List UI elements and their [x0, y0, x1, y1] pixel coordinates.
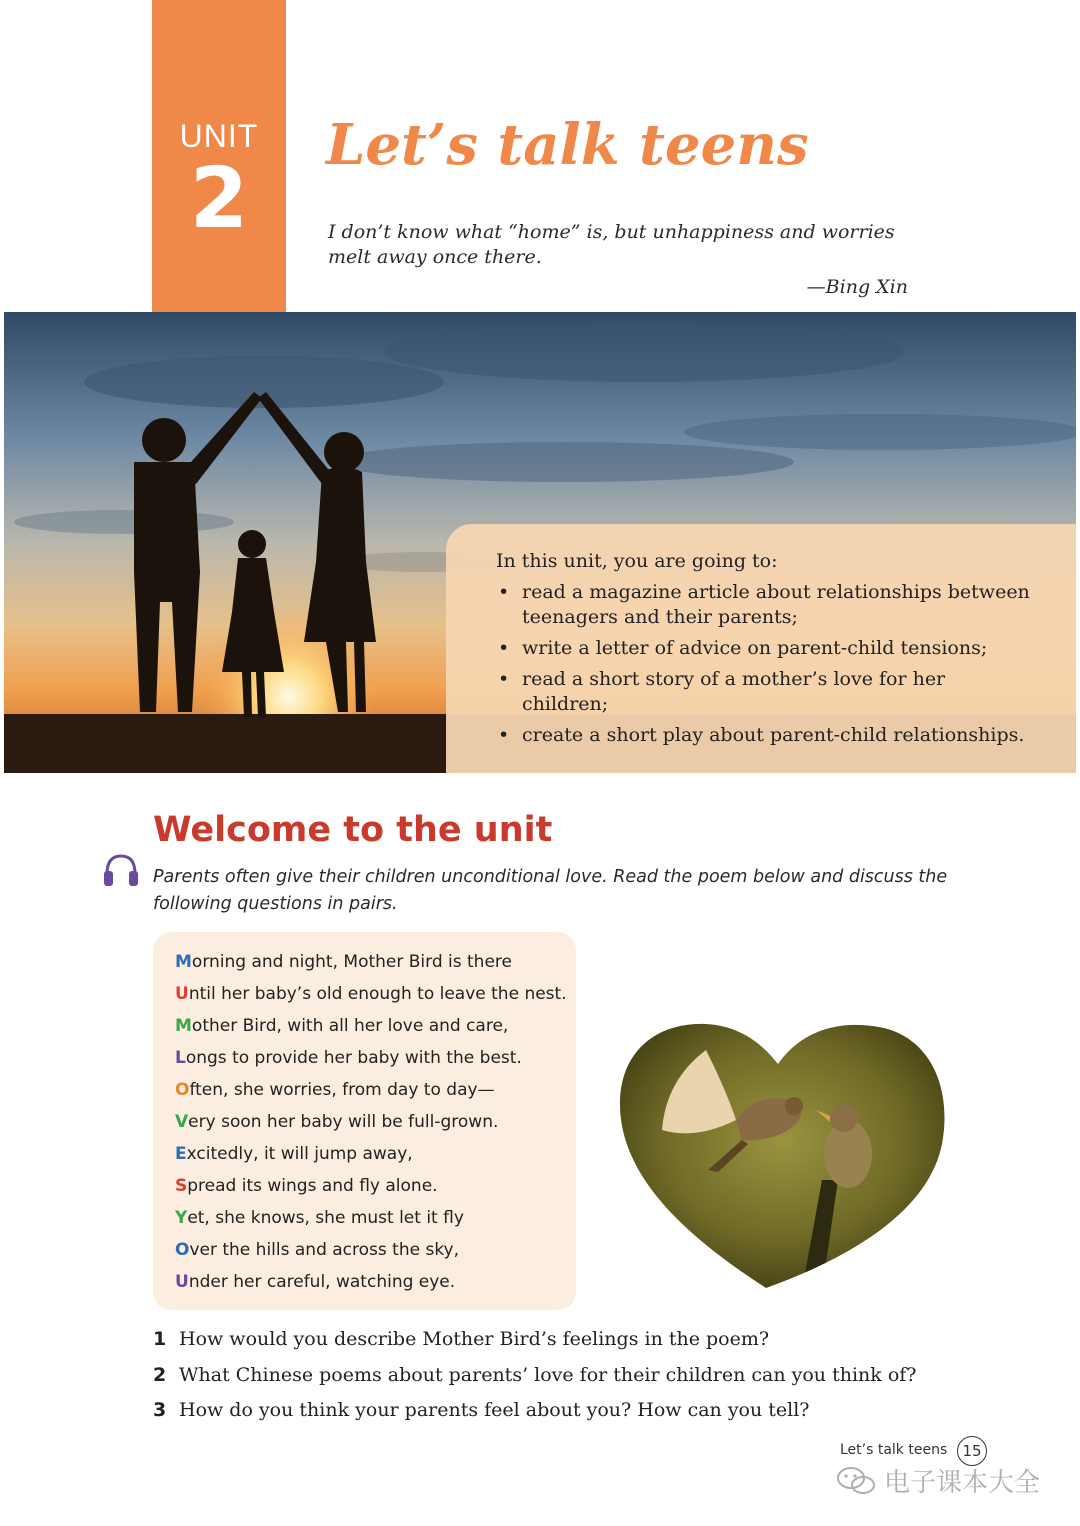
bullet-icon: • — [498, 668, 510, 690]
page-number: 15 — [957, 1436, 987, 1466]
list-item — [496, 667, 1036, 717]
birds-heart-photo — [616, 1020, 950, 1294]
poem-line — [175, 1074, 576, 1106]
poem-line — [175, 1202, 576, 1234]
question-number: 1 — [153, 1328, 167, 1350]
wechat-icon — [836, 1465, 876, 1497]
poem-line — [175, 1106, 576, 1138]
poem-initial: S — [175, 1176, 188, 1196]
poem-line — [175, 1010, 576, 1042]
bullet-icon: • — [498, 637, 510, 659]
poem-line-text: ery soon her baby will be full-grown. — [188, 1112, 499, 1132]
poem-line — [175, 1138, 576, 1170]
poem-line — [175, 1170, 576, 1202]
poem-line-text: xcitedly, it will jump away, — [186, 1144, 413, 1164]
poem-line-text: ongs to provide her baby with the best. — [185, 1048, 522, 1068]
question-number: 2 — [153, 1363, 167, 1386]
objective-text: read a short story of a mother’s love for her children; — [522, 668, 946, 715]
bullet-icon: • — [498, 581, 510, 603]
poem-line-text: et, she knows, she must let it fly — [187, 1208, 464, 1228]
poem-box — [153, 932, 576, 1310]
poem-initial: U — [175, 984, 189, 1004]
question-text: How do you think your parents feel about you? How can you tell? — [179, 1399, 810, 1421]
poem-initial: E — [175, 1144, 187, 1164]
unit-tab — [152, 0, 286, 312]
objective-text: create a short play about parent-child relationships. — [522, 724, 1025, 746]
unit-label: UNIT — [179, 118, 259, 154]
poem-line-text: other Bird, with all her love and care, — [191, 1016, 509, 1036]
poem-initial: M — [175, 1016, 192, 1036]
poem-initial: U — [175, 1272, 189, 1292]
objective-text: write a letter of advice on parent-child tensions; — [522, 637, 988, 659]
activity-instruction: Parents often give their children unconditional love. Read the poem below and discuss the following questions in pairs. — [153, 867, 948, 914]
section-heading: Welcome to the unit — [153, 810, 553, 850]
poem-line-text: pread its wings and fly alone. — [187, 1176, 438, 1196]
poem-initial: L — [175, 1048, 186, 1068]
unit-objectives-panel — [446, 524, 1076, 773]
poem-initial: Y — [175, 1208, 188, 1228]
watermark-text: 电子课本大全 — [884, 1468, 1041, 1498]
poem-initial: O — [175, 1240, 190, 1260]
running-title: Let’s talk teens — [840, 1442, 948, 1458]
poem-line-text: orning and night, Mother Bird is there — [191, 952, 512, 972]
poem-line — [175, 946, 576, 978]
bullet-icon: • — [498, 724, 510, 746]
poem-initial: M — [175, 952, 192, 972]
question-text: How would you describe Mother Bird’s feelings in the poem? — [179, 1328, 770, 1350]
poem-initial: V — [175, 1112, 189, 1132]
question-text: What Chinese poems about parents’ love for their children can you think of? — [179, 1363, 917, 1386]
watermark — [836, 1462, 1040, 1499]
poem-line — [175, 1234, 576, 1266]
objectives-intro: In this unit, you are going to: — [496, 550, 778, 572]
unit-title: Let’s talk teens — [326, 112, 809, 178]
poem-line-text: ntil her baby’s old enough to leave the nest. — [188, 984, 567, 1004]
question-item — [153, 1358, 916, 1394]
objective-text: read a magazine article about relationships between teenagers and their parents; — [522, 581, 1030, 628]
list-item — [496, 636, 1036, 661]
poem-line — [175, 1042, 576, 1074]
poem-line — [175, 1266, 576, 1298]
question-item — [153, 1322, 916, 1358]
list-item — [496, 723, 1036, 748]
poem-line-text: ften, she worries, from day to day— — [189, 1080, 495, 1100]
epigraph-quote: I don’t know what “home” is, but unhappiness and worries melt away once there. — [328, 221, 895, 268]
question-item — [153, 1393, 916, 1429]
question-number: 3 — [153, 1399, 167, 1421]
poem-line-text: ver the hills and across the sky, — [189, 1240, 460, 1260]
objectives-list — [496, 580, 1036, 748]
epigraph-author: —Bing Xin — [806, 276, 908, 298]
poem-line — [175, 978, 576, 1010]
headphones-icon[interactable] — [102, 850, 140, 894]
list-item — [496, 580, 1036, 630]
discussion-questions — [153, 1322, 916, 1429]
poem-line-text: nder her careful, watching eye. — [188, 1272, 456, 1292]
poem-initial: O — [175, 1080, 190, 1100]
unit-number: 2 — [189, 149, 249, 247]
